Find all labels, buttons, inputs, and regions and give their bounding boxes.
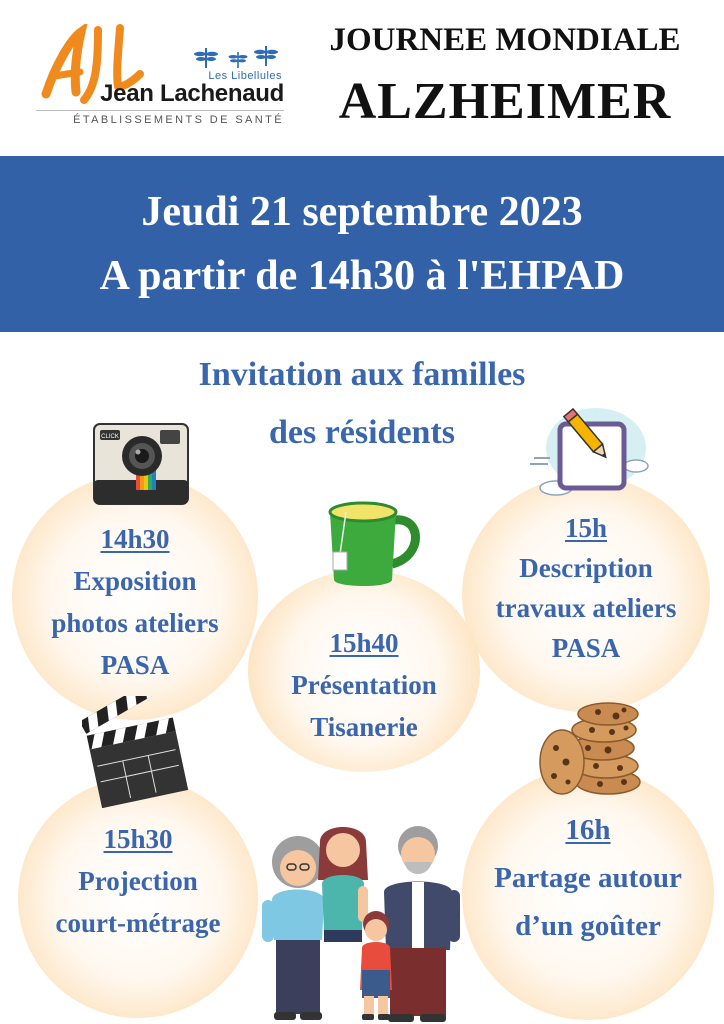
event-item-1 [12, 518, 258, 686]
event-label-line: Projection [78, 866, 198, 896]
logo-divider [36, 110, 284, 111]
tea-mug-icon [324, 498, 426, 590]
invitation-line2: des résidents [268, 414, 456, 451]
cookies-icon [538, 700, 644, 798]
camera-click-label: CLICK [101, 434, 119, 440]
event-item-4 [18, 818, 258, 944]
clapperboard-icon [82, 696, 190, 808]
event-time: 15h40 [329, 628, 399, 658]
event-item-2 [462, 508, 710, 668]
event-label-line: Présentation [291, 670, 437, 700]
mother-figure [318, 827, 368, 942]
page-title-line1: JOURNEE MONDIALE [329, 22, 681, 58]
event-label-line: PASA [551, 633, 621, 663]
event-time: 15h30 [103, 824, 173, 854]
grandfather-figure [384, 826, 460, 1022]
drawing-pencil-icon [526, 404, 650, 498]
event-label-line: court-métrage [55, 908, 221, 938]
libellules-label: Les Libellules [208, 70, 282, 82]
date-banner [0, 156, 724, 332]
event-label-line: Partage autour [494, 862, 682, 894]
event-label-line: PASA [100, 650, 170, 680]
event-time: 16h [565, 814, 611, 846]
event-time-place: A partir de 14h30 à l'EHPAD [99, 253, 625, 299]
event-label-line: photos ateliers [51, 608, 219, 638]
invitation-line1: Invitation aux familles [198, 356, 526, 393]
instant-camera-icon [92, 420, 190, 508]
grandmother-figure [262, 836, 324, 1020]
event-item-5 [462, 806, 714, 950]
dragonfly-icon [192, 44, 284, 72]
organization-subtitle: ÉTABLISSEMENTS DE SANTÉ [73, 114, 284, 126]
family-illustration [258, 820, 468, 1024]
event-label-line: Description [519, 553, 653, 583]
event-label-line: d’un goûter [515, 910, 661, 942]
event-label-line: Tisanerie [310, 712, 418, 742]
event-date: Jeudi 21 septembre 2023 [141, 189, 583, 235]
event-label-line: travaux ateliers [495, 593, 677, 623]
event-time: 15h [564, 513, 608, 543]
organization-name: Jean Lachenaud [100, 80, 284, 107]
event-item-3 [248, 622, 480, 748]
page-title-line2: ALZHEIMER [338, 73, 672, 130]
event-label-line: Exposition [73, 566, 197, 596]
child-figure [360, 911, 392, 1020]
event-time: 14h30 [100, 524, 170, 554]
